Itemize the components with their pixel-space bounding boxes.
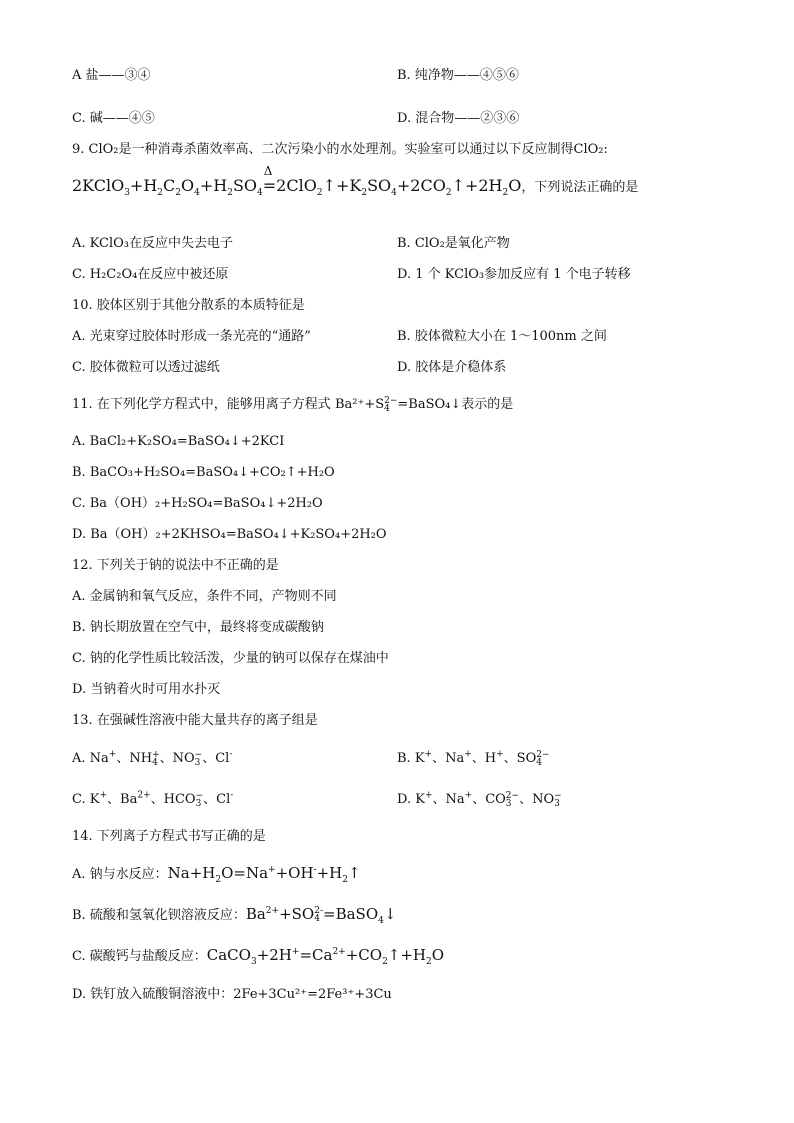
q12-option-b: B. 钠长期放置在空气中，最终将变成碳酸钠 <box>72 620 324 635</box>
q8-option-d: D. 混合物——②③⑥ <box>397 111 520 126</box>
q13-option-a: A. Na+、NH+ 4 、NO− 3 、Cl- <box>72 749 233 768</box>
q14-option-c: C. 碳酸钙与盐酸反应：$CaCO_3+2H^+=Ca^{2+}+CO_2↑+H_2O$ <box>72 946 445 967</box>
q9-stem: 9. ClO₂是一种消毒杀菌效率高、二次污染小的水处理剂。实验室可以通过以下反应制得ClO₂: <box>72 142 608 157</box>
q9-option-b: B. ClO₂是氧化产物 <box>397 236 510 251</box>
q14-option-d: D. 铁钉放入硫酸铜溶液中：2Fe+3Cu²⁺=2Fe³⁺+3Cu <box>72 987 392 1002</box>
q11-stem: 11. 在下列化学方程式中，能够用离子方程式 Ba²⁺+S2− 4 =BaSO₄↓表示的是 <box>72 395 514 414</box>
q11-option-a: A. BaCl₂+K₂SO₄=BaSO₄↓+2KCI <box>72 434 285 449</box>
q14-option-b: B. 硫酸和氢氧化钡溶液反应：$Ba^{2+}+SO2-$ 4 =BaSO$_4$↓ <box>72 905 397 926</box>
q11-option-b: B. BaCO₃+H₂SO₄=BaSO₄↓+CO₂↑+H₂O <box>72 465 335 480</box>
q10-option-d: D. 胶体是介稳体系 <box>397 360 507 375</box>
q12-stem: 12. 下列关于钠的说法中不正确的是 <box>72 558 279 573</box>
q13-option-b: B. K+、Na+、H+、SO2− 4 <box>397 749 550 768</box>
q14-option-d-equation: 2Fe+3Cu²⁺=2Fe³⁺+3Cu <box>233 987 392 1002</box>
q10-option-a: A. 光束穿过胶体时形成一条光亮的“通路” <box>72 329 311 344</box>
q12-option-d: D. 当钠着火时可用水扑灭 <box>72 682 221 697</box>
q9-stem-tail: ，下列说法正确的是 <box>521 180 639 195</box>
q13-option-d: D. K+、Na+、CO2− 3 、NO− 3 <box>397 790 562 809</box>
q8-option-c: C. 碱——④⑤ <box>72 111 155 126</box>
q11-option-d: D. Ba（OH）₂+2KHSO₄=BaSO₄↓+K₂SO₄+2H₂O <box>72 527 387 542</box>
q9-equation: $2KClO_3+H_2C_2O_4+H_2SO_4=$ Δ $2ClO_2↑+K_2SO_4+2CO_2↑+2H_2O$，下列说法正确的是 <box>72 164 639 199</box>
q13-option-c: C. K+、$Ba^{2+}$、HCO− 3 、Cl- <box>72 790 234 809</box>
q13-stem: 13. 在强碱性溶液中能大量共存的离子组是 <box>72 713 318 728</box>
q14-stem: 14. 下列离子方程式书写正确的是 <box>72 829 266 844</box>
q10-stem: 10. 胶体区别于其他分散系的本质特征是 <box>72 298 305 313</box>
q10-option-b: B. 胶体微粒大小在 1～100nm 之间 <box>397 329 607 344</box>
q11-option-c: C. Ba（OH）₂+H₂SO₄=BaSO₄↓+2H₂O <box>72 496 323 511</box>
q8-option-a: A 盐——③④ <box>72 68 151 83</box>
q14-option-a: A. 钠与水反应：$Na+H_2O=Na^++OH^-+H_2↑$ <box>72 864 361 885</box>
q12-option-a: A. 金属钠和氧气反应，条件不同，产物则不同 <box>72 589 337 604</box>
q8-option-b: B. 纯净物——④⑤⑥ <box>397 68 519 83</box>
q10-option-c: C. 胶体微粒可以透过滤纸 <box>72 360 220 375</box>
q9-option-a: A. KClO₃在反应中失去电子 <box>72 236 233 251</box>
q12-option-c: C. 钠的化学性质比较活泼，少量的钠可以保存在煤油中 <box>72 651 389 666</box>
q9-option-c: C. H₂C₂O₄在反应中被还原 <box>72 267 229 282</box>
q9-option-d: D. 1 个 KClO₃参加反应有 1 个电子转移 <box>397 267 631 282</box>
